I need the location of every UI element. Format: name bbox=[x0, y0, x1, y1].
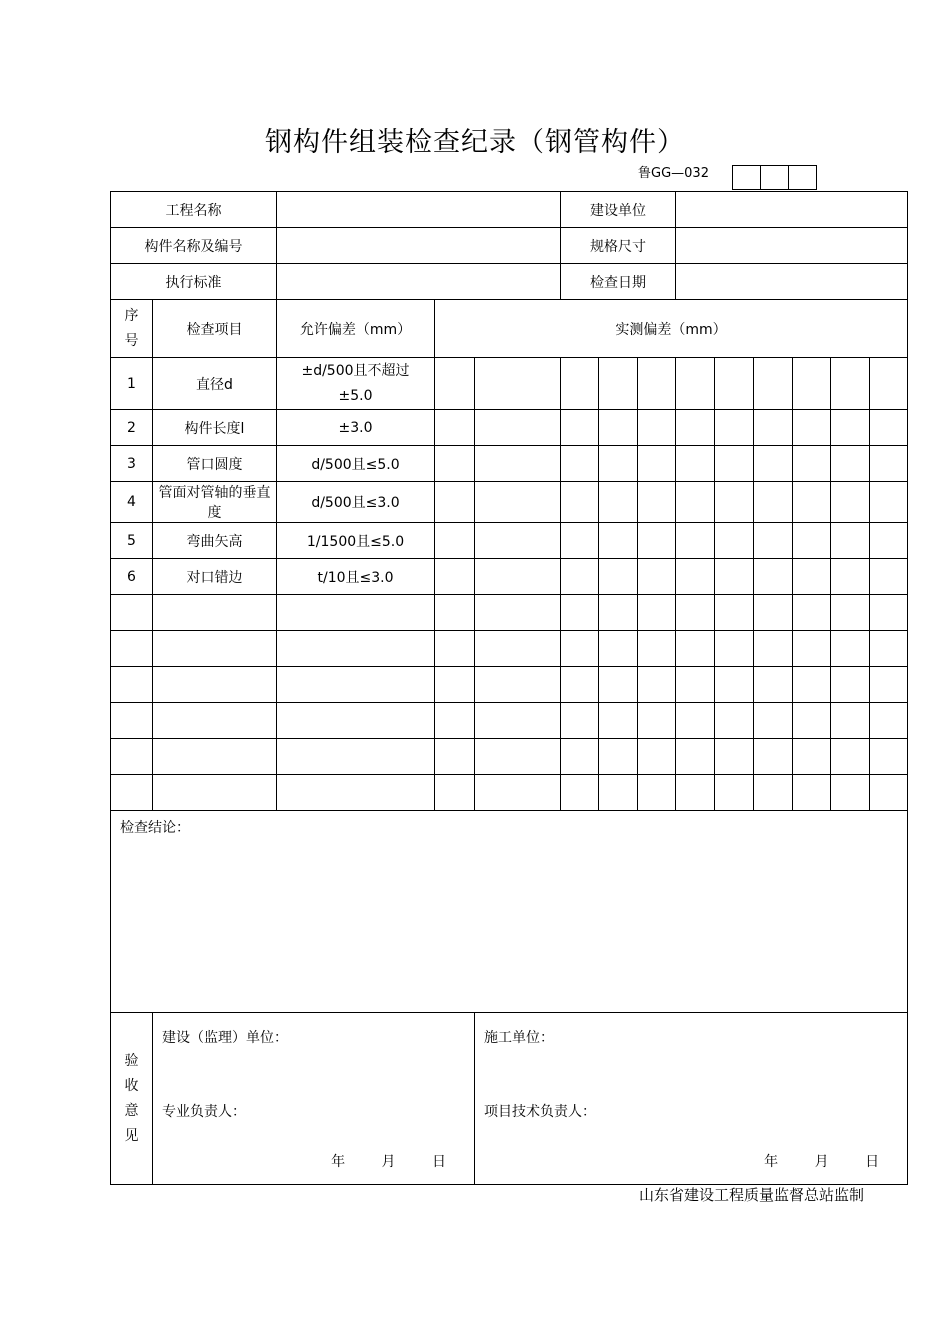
measure-cell[interactable] bbox=[638, 559, 676, 595]
measure-cell[interactable] bbox=[599, 482, 638, 523]
empty-row bbox=[111, 703, 908, 739]
measure-cell[interactable] bbox=[599, 358, 638, 410]
contractor-person-label: 项目技术负责人： bbox=[484, 1104, 596, 1120]
measure-cell[interactable] bbox=[793, 631, 831, 667]
measure-cell[interactable] bbox=[870, 631, 908, 667]
measure-cell[interactable] bbox=[475, 482, 561, 523]
measure-cell[interactable] bbox=[793, 667, 831, 703]
measure-cell[interactable] bbox=[599, 523, 638, 559]
allow-header: 允许偏差（mm） bbox=[277, 300, 435, 358]
measure-cell[interactable] bbox=[638, 595, 676, 631]
acceptance-row bbox=[111, 1013, 908, 1185]
measure-cell[interactable] bbox=[561, 446, 599, 482]
table-row bbox=[111, 410, 908, 446]
contractor-unit-label: 施工单位： bbox=[484, 1030, 554, 1046]
builder-person-label: 专业负责人： bbox=[162, 1104, 246, 1120]
row-seq: 3 bbox=[111, 446, 153, 482]
inspection-table bbox=[110, 191, 908, 1185]
measure-cell[interactable] bbox=[599, 559, 638, 595]
measure-cell[interactable] bbox=[599, 703, 638, 739]
measure-cell[interactable] bbox=[435, 667, 475, 703]
measure-cell[interactable] bbox=[561, 523, 599, 559]
measure-cell[interactable] bbox=[754, 595, 793, 631]
measure-cell[interactable] bbox=[793, 775, 831, 811]
measure-cell[interactable] bbox=[831, 775, 870, 811]
row-item: 弯曲矢高 bbox=[153, 523, 277, 559]
measure-cell[interactable] bbox=[435, 703, 475, 739]
measure-cell[interactable] bbox=[870, 559, 908, 595]
row-allow: ±3.0 bbox=[277, 410, 435, 446]
table-row bbox=[111, 358, 908, 410]
conclusion-row bbox=[111, 811, 908, 1013]
measure-cell[interactable] bbox=[831, 482, 870, 523]
measure-cell[interactable] bbox=[475, 703, 561, 739]
measure-cell[interactable] bbox=[561, 775, 599, 811]
row-allow: 1/1500且≤5.0 bbox=[277, 523, 435, 559]
measure-cell[interactable] bbox=[475, 595, 561, 631]
measure-cell[interactable] bbox=[599, 410, 638, 446]
measure-cell[interactable] bbox=[676, 446, 715, 482]
measure-cell[interactable] bbox=[715, 410, 754, 446]
code-box[interactable] bbox=[732, 165, 761, 190]
measure-cell[interactable] bbox=[870, 482, 908, 523]
measure-cell[interactable] bbox=[599, 775, 638, 811]
measure-cell[interactable] bbox=[475, 739, 561, 775]
measure-cell[interactable] bbox=[715, 358, 754, 410]
empty-cell[interactable] bbox=[153, 631, 277, 667]
conclusion-cell[interactable] bbox=[111, 811, 908, 1013]
measure-cell[interactable] bbox=[475, 667, 561, 703]
table-row bbox=[111, 559, 908, 595]
acceptance-char: 验 bbox=[124, 1052, 139, 1069]
measure-cell[interactable] bbox=[715, 559, 754, 595]
measure-cell[interactable] bbox=[435, 410, 475, 446]
measure-cell[interactable] bbox=[676, 358, 715, 410]
date-field[interactable] bbox=[676, 264, 908, 300]
empty-cell[interactable] bbox=[153, 775, 277, 811]
measure-cell[interactable] bbox=[475, 775, 561, 811]
empty-cell[interactable] bbox=[153, 739, 277, 775]
measure-cell[interactable] bbox=[754, 667, 793, 703]
measure-cell[interactable] bbox=[638, 446, 676, 482]
empty-cell[interactable] bbox=[111, 703, 153, 739]
measure-cell[interactable] bbox=[754, 559, 793, 595]
measure-cell[interactable] bbox=[715, 446, 754, 482]
row-allow-line: ±5.0 bbox=[338, 387, 373, 404]
measure-cell[interactable] bbox=[870, 410, 908, 446]
builder-field[interactable] bbox=[676, 192, 908, 228]
measure-cell[interactable] bbox=[676, 482, 715, 523]
measure-cell[interactable] bbox=[561, 667, 599, 703]
measure-cell[interactable] bbox=[676, 703, 715, 739]
info-row bbox=[111, 228, 908, 264]
empty-cell[interactable] bbox=[153, 667, 277, 703]
empty-cell[interactable] bbox=[277, 631, 435, 667]
measure-cell[interactable] bbox=[831, 739, 870, 775]
measure-cell[interactable] bbox=[435, 446, 475, 482]
row-allow: t/10且≤3.0 bbox=[277, 559, 435, 595]
row-seq: 2 bbox=[111, 410, 153, 446]
measure-cell[interactable] bbox=[793, 559, 831, 595]
empty-cell[interactable] bbox=[111, 739, 153, 775]
row-item: 直径d bbox=[153, 358, 277, 410]
component-field[interactable] bbox=[277, 228, 561, 264]
row-item: 管口圆度 bbox=[153, 446, 277, 482]
measure-cell[interactable] bbox=[435, 482, 475, 523]
measure-cell[interactable] bbox=[715, 523, 754, 559]
empty-row bbox=[111, 775, 908, 811]
measure-cell[interactable] bbox=[435, 739, 475, 775]
measure-cell[interactable] bbox=[676, 631, 715, 667]
measure-cell[interactable] bbox=[870, 703, 908, 739]
measure-cell[interactable] bbox=[754, 523, 793, 559]
page-title: 钢构件组装检查纪录（钢管构件） bbox=[265, 127, 685, 158]
builder-label: 建设单位 bbox=[561, 192, 676, 228]
component-label: 构件名称及编号 bbox=[111, 228, 277, 264]
measure-cell[interactable] bbox=[831, 595, 870, 631]
row-item: 对口错边 bbox=[153, 559, 277, 595]
measure-cell[interactable] bbox=[754, 446, 793, 482]
measure-cell[interactable] bbox=[475, 631, 561, 667]
seq-header-line: 号 bbox=[124, 332, 139, 349]
standard-field[interactable] bbox=[277, 264, 561, 300]
measure-cell[interactable] bbox=[715, 631, 754, 667]
measure-cell[interactable] bbox=[715, 595, 754, 631]
measure-cell[interactable] bbox=[676, 559, 715, 595]
row-item: 管面对管轴的垂直度 bbox=[153, 482, 277, 523]
spec-field[interactable] bbox=[676, 228, 908, 264]
acceptance-side-label bbox=[111, 1013, 153, 1185]
measure-cell[interactable] bbox=[715, 482, 754, 523]
measure-cell[interactable] bbox=[638, 775, 676, 811]
measure-cell[interactable] bbox=[831, 410, 870, 446]
measure-cell[interactable] bbox=[870, 595, 908, 631]
empty-row bbox=[111, 631, 908, 667]
measure-cell[interactable] bbox=[870, 358, 908, 410]
builder-unit-label: 建设（监理）单位： bbox=[162, 1030, 288, 1046]
info-row bbox=[111, 192, 908, 228]
info-row bbox=[111, 264, 908, 300]
measure-cell[interactable] bbox=[561, 703, 599, 739]
measure-cell[interactable] bbox=[435, 631, 475, 667]
measure-cell[interactable] bbox=[793, 595, 831, 631]
builder-sign-cell[interactable] bbox=[153, 1013, 475, 1185]
footer-issuer: 山东省建设工程质量监督总站监制 bbox=[638, 1186, 864, 1204]
row-seq: 6 bbox=[111, 559, 153, 595]
measure-cell[interactable] bbox=[475, 559, 561, 595]
measure-cell[interactable] bbox=[715, 667, 754, 703]
empty-cell[interactable] bbox=[277, 775, 435, 811]
measure-cell[interactable] bbox=[715, 703, 754, 739]
measure-cell[interactable] bbox=[435, 523, 475, 559]
measure-cell[interactable] bbox=[754, 482, 793, 523]
measure-cell[interactable] bbox=[561, 482, 599, 523]
row-allow: d/500且≤5.0 bbox=[277, 446, 435, 482]
empty-row bbox=[111, 667, 908, 703]
row-seq: 4 bbox=[111, 482, 153, 523]
measure-cell[interactable] bbox=[831, 559, 870, 595]
code-boxes bbox=[732, 165, 817, 190]
code-box[interactable] bbox=[760, 165, 789, 190]
measure-cell[interactable] bbox=[831, 523, 870, 559]
spec-label: 规格尺寸 bbox=[561, 228, 676, 264]
measure-cell[interactable] bbox=[754, 631, 793, 667]
empty-cell[interactable] bbox=[277, 595, 435, 631]
row-allow-line: ±d/500且不超过 bbox=[301, 362, 410, 379]
measure-cell[interactable] bbox=[561, 739, 599, 775]
conclusion-label: 检查结论： bbox=[120, 820, 190, 836]
empty-cell[interactable] bbox=[153, 703, 277, 739]
acceptance-char: 意 bbox=[124, 1102, 139, 1119]
measure-cell[interactable] bbox=[676, 775, 715, 811]
measure-cell[interactable] bbox=[561, 631, 599, 667]
acceptance-char: 收 bbox=[124, 1077, 139, 1094]
acceptance-char: 见 bbox=[124, 1127, 139, 1144]
measure-cell[interactable] bbox=[831, 446, 870, 482]
measure-cell[interactable] bbox=[638, 667, 676, 703]
measure-cell[interactable] bbox=[599, 446, 638, 482]
row-allow: d/500且≤3.0 bbox=[277, 482, 435, 523]
empty-row bbox=[111, 595, 908, 631]
empty-cell[interactable] bbox=[111, 595, 153, 631]
row-item: 构件长度l bbox=[153, 410, 277, 446]
measure-cell[interactable] bbox=[676, 410, 715, 446]
table-row bbox=[111, 446, 908, 482]
row-seq: 5 bbox=[111, 523, 153, 559]
measure-cell[interactable] bbox=[561, 410, 599, 446]
table-row bbox=[111, 482, 908, 523]
measure-cell[interactable] bbox=[831, 703, 870, 739]
measure-cell[interactable] bbox=[561, 595, 599, 631]
measure-cell[interactable] bbox=[870, 667, 908, 703]
measure-cell[interactable] bbox=[561, 358, 599, 410]
measure-cell[interactable] bbox=[793, 446, 831, 482]
item-header: 检查项目 bbox=[153, 300, 277, 358]
measure-cell[interactable] bbox=[676, 523, 715, 559]
measure-cell[interactable] bbox=[715, 775, 754, 811]
empty-cell[interactable] bbox=[111, 631, 153, 667]
measure-cell[interactable] bbox=[754, 358, 793, 410]
measure-cell[interactable] bbox=[638, 482, 676, 523]
measure-cell[interactable] bbox=[638, 523, 676, 559]
code-box[interactable] bbox=[788, 165, 817, 190]
measure-cell[interactable] bbox=[638, 739, 676, 775]
measure-cell[interactable] bbox=[599, 631, 638, 667]
empty-cell[interactable] bbox=[277, 703, 435, 739]
measure-cell[interactable] bbox=[435, 595, 475, 631]
measure-cell[interactable] bbox=[599, 667, 638, 703]
empty-row bbox=[111, 739, 908, 775]
builder-sign-date: 年 月 日 bbox=[331, 1154, 446, 1170]
measure-cell[interactable] bbox=[599, 595, 638, 631]
standard-label: 执行标准 bbox=[111, 264, 277, 300]
empty-cell[interactable] bbox=[111, 775, 153, 811]
project-name-label: 工程名称 bbox=[111, 192, 277, 228]
measure-cell[interactable] bbox=[599, 739, 638, 775]
measure-cell[interactable] bbox=[754, 775, 793, 811]
measure-cell[interactable] bbox=[793, 482, 831, 523]
contractor-sign-cell[interactable] bbox=[475, 1013, 908, 1185]
measure-cell[interactable] bbox=[638, 410, 676, 446]
measure-cell[interactable] bbox=[676, 667, 715, 703]
measure-cell[interactable] bbox=[561, 559, 599, 595]
measure-cell[interactable] bbox=[638, 358, 676, 410]
measure-cell[interactable] bbox=[870, 739, 908, 775]
empty-cell[interactable] bbox=[277, 739, 435, 775]
measured-header: 实测偏差（mm） bbox=[435, 300, 908, 358]
measure-cell[interactable] bbox=[475, 410, 561, 446]
measure-cell[interactable] bbox=[676, 595, 715, 631]
date-label: 检查日期 bbox=[561, 264, 676, 300]
measure-cell[interactable] bbox=[638, 631, 676, 667]
measure-cell[interactable] bbox=[754, 410, 793, 446]
seq-header bbox=[111, 300, 153, 358]
measure-cell[interactable] bbox=[475, 523, 561, 559]
empty-cell[interactable] bbox=[153, 595, 277, 631]
measure-cell[interactable] bbox=[870, 446, 908, 482]
measure-cell[interactable] bbox=[793, 523, 831, 559]
measure-cell[interactable] bbox=[831, 667, 870, 703]
measure-cell[interactable] bbox=[435, 775, 475, 811]
measure-cell[interactable] bbox=[793, 358, 831, 410]
empty-cell[interactable] bbox=[111, 667, 153, 703]
measure-cell[interactable] bbox=[475, 446, 561, 482]
row-seq: 1 bbox=[111, 358, 153, 410]
measure-cell[interactable] bbox=[715, 739, 754, 775]
measure-cell[interactable] bbox=[475, 358, 561, 410]
measure-cell[interactable] bbox=[870, 775, 908, 811]
contractor-sign-date: 年 月 日 bbox=[764, 1154, 880, 1170]
measure-cell[interactable] bbox=[831, 358, 870, 410]
measure-cell[interactable] bbox=[870, 523, 908, 559]
column-header-row bbox=[111, 300, 908, 358]
measure-cell[interactable] bbox=[435, 559, 475, 595]
form-code: 鲁GG—032 bbox=[638, 166, 709, 181]
measure-cell[interactable] bbox=[638, 703, 676, 739]
measure-cell[interactable] bbox=[793, 410, 831, 446]
table-row bbox=[111, 523, 908, 559]
measure-cell[interactable] bbox=[754, 739, 793, 775]
row-allow bbox=[277, 358, 435, 410]
measure-cell[interactable] bbox=[793, 739, 831, 775]
measure-cell[interactable] bbox=[793, 703, 831, 739]
seq-header-line: 序 bbox=[124, 307, 139, 324]
measure-cell[interactable] bbox=[754, 703, 793, 739]
project-name-field[interactable] bbox=[277, 192, 561, 228]
measure-cell[interactable] bbox=[435, 358, 475, 410]
empty-cell[interactable] bbox=[277, 667, 435, 703]
measure-cell[interactable] bbox=[831, 631, 870, 667]
measure-cell[interactable] bbox=[676, 739, 715, 775]
